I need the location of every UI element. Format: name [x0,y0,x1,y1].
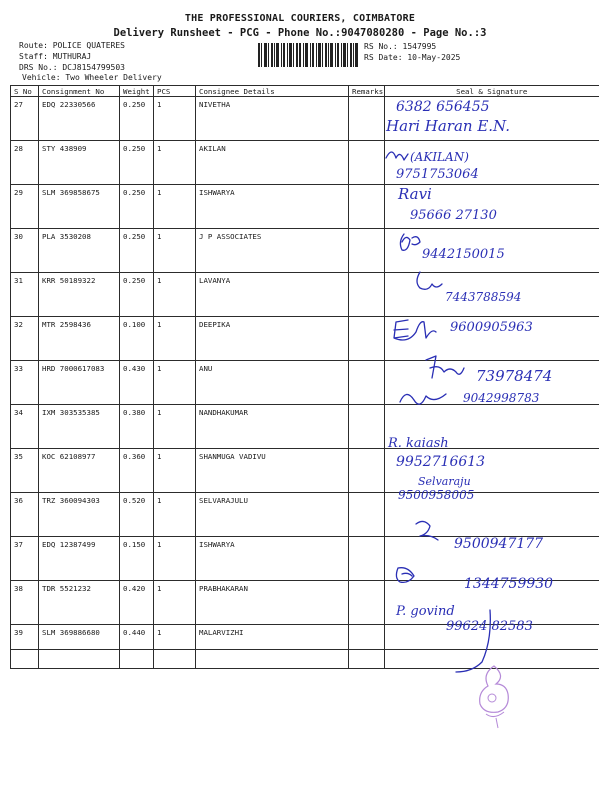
cell-weight: 0.380 [120,405,154,449]
signature-r33-phone: 73978474 [476,367,553,385]
cell-consignment-no: PLA 3530208 [39,229,120,273]
header-remarks: Remarks [349,86,385,97]
cell-sno: 37 [11,537,39,581]
drs-number: DRS No.: DCJ8154799503 [19,63,125,72]
table-header-row [11,86,599,97]
cell-seal-signature [385,185,599,229]
table-row [11,493,599,537]
cell-consignment-no: HRD 7000617083 [39,361,120,405]
table-row [11,141,599,185]
cell-sno: 36 [11,493,39,537]
cell-consignment-no: IXM 303535385 [39,405,120,449]
header-weight: Weight [120,86,154,97]
signature-r27-phone: 6382 656455 [396,99,490,115]
signature-r29-name: Ravi [398,185,432,203]
cell-consignee: SHANMUGA VADIVU [196,449,349,493]
cell-pcs: 1 [154,405,196,449]
table-row [11,97,599,141]
rs-number: RS No.: 1547995 [364,42,437,51]
cell-consignment-no: MTR 2598436 [39,317,120,361]
signature-r32-phone: 9600905963 [450,320,533,335]
cell-seal-signature [385,493,599,537]
cell-weight: 0.360 [120,449,154,493]
header-seal-signature: Seal & Signature [385,86,599,97]
cell-sno: 35 [11,449,39,493]
header-consignment: Consignment No [39,86,120,97]
rs-date: RS Date: 10-May-2025 [364,53,461,62]
cell-weight: 0.520 [120,493,154,537]
cell-pcs: 1 [154,273,196,317]
cell-remarks [349,317,385,361]
cell-consignee: MALARVIZHI [196,625,349,669]
cell-remarks [349,229,385,273]
table-row [11,229,599,273]
table-row [11,317,599,361]
cell-consignee: PRABHAKARAN [196,581,349,625]
cell-seal-signature [385,405,599,449]
cell-consignment-no: KRR 50189322 [39,273,120,317]
cell-pcs: 1 [154,493,196,537]
cell-consignee: SELVARAJULU [196,493,349,537]
cell-pcs: 1 [154,449,196,493]
cell-weight: 0.430 [120,361,154,405]
cell-consignment-no: EDQ 12387499 [39,537,120,581]
cell-sno: 34 [11,405,39,449]
cell-seal-signature [385,449,599,493]
route-text: Route: POLICE QUATERES [19,41,125,50]
signature-r29-phone: 95666 27130 [410,208,497,223]
cell-weight: 0.250 [120,229,154,273]
runsheet-table [10,85,599,669]
staff-text: Staff: MUTHURAJ [19,52,92,61]
stamp-mark [470,662,520,730]
table-row [11,581,599,625]
cell-remarks [349,405,385,449]
cell-remarks [349,273,385,317]
cell-seal-signature [385,361,599,405]
signature-r28-phone: 9751753064 [396,167,479,182]
table-row [11,185,599,229]
cell-weight: 0.250 [120,141,154,185]
runsheet-meta-left [19,40,125,73]
table-row [11,361,599,405]
cell-weight: 0.440 [120,625,154,669]
cell-weight: 0.100 [120,317,154,361]
cell-seal-signature [385,581,599,625]
cell-remarks [349,537,385,581]
table-row [11,537,599,581]
cell-consignment-no: EDQ 22330566 [39,97,120,141]
cell-consignee: ISHWARYA [196,185,349,229]
cell-consignment-no: SLM 369858675 [39,185,120,229]
table-row [11,273,599,317]
cell-seal-signature [385,141,599,185]
cell-remarks [349,185,385,229]
cell-sno: 31 [11,273,39,317]
header-pcs: PCS [154,86,196,97]
cell-sno: 29 [11,185,39,229]
cell-consignee: NANDHAKUMAR [196,405,349,449]
signature-r35-phone: 9952716613 [396,454,486,470]
header-sno: S No [11,86,39,97]
cell-seal-signature [385,97,599,141]
cell-sno: 38 [11,581,39,625]
cell-sno: 27 [11,97,39,141]
cell-weight: 0.250 [120,185,154,229]
cell-remarks [349,625,385,669]
cell-remarks [349,493,385,537]
cell-seal-signature [385,317,599,361]
runsheet-meta-right [364,41,460,63]
cell-remarks [349,141,385,185]
signature-r28-name: (AKILAN) [410,150,469,164]
signature-r36-name: Selvaraju [418,475,471,488]
cell-pcs: 1 [154,97,196,141]
cell-seal-signature [385,229,599,273]
cell-pcs: 1 [154,317,196,361]
signature-r34-phone: 9042998783 [463,391,540,405]
cell-weight: 0.250 [120,97,154,141]
cell-consignment-no: TDR 5521232 [39,581,120,625]
cell-consignee: J P ASSOCIATES [196,229,349,273]
cell-sno: 39 [11,625,39,669]
cell-pcs: 1 [154,141,196,185]
cell-consignment-no: STY 438909 [39,141,120,185]
cell-consignee: DEEPIKA [196,317,349,361]
cell-consignee: NIVETHA [196,97,349,141]
cell-weight: 0.420 [120,581,154,625]
cell-remarks [349,581,385,625]
cell-consignee: AKILAN [196,141,349,185]
signature-r27-name: Hari Haran E.N. [386,117,510,135]
cell-pcs: 1 [154,625,196,669]
signature-r30-phone: 9442150015 [422,247,505,262]
signature-r39-name: P. govind [396,604,455,619]
cell-remarks [349,97,385,141]
runsheet-subtitle: Delivery Runsheet - PCG - Phone No.:9047080280 - Page No.:3 [113,27,487,39]
cell-pcs: 1 [154,185,196,229]
barcode-image [258,43,358,67]
cell-pcs: 1 [154,537,196,581]
table-row [11,405,599,449]
cell-remarks [349,449,385,493]
cell-pcs: 1 [154,581,196,625]
signature-r31-phone: 7443788594 [445,290,522,304]
cell-pcs: 1 [154,361,196,405]
runsheet-title: THE PROFESSIONAL COURIERS, COIMBATORE [184,13,416,24]
cell-consignment-no: KOC 62108977 [39,449,120,493]
signature-r38-phone: 1344759930 [464,576,554,592]
header-consignee: Consignee Details [196,86,349,97]
cell-seal-signature [385,273,599,317]
cell-consignee: LAVANYA [196,273,349,317]
signature-r35-name: R. kaiash [388,436,449,451]
cell-consignee: ISHWARYA [196,537,349,581]
table-row [11,449,599,493]
signature-r37-phone: 9500947177 [454,536,544,552]
cell-sno: 32 [11,317,39,361]
cell-sno: 33 [11,361,39,405]
cell-seal-signature [385,537,599,581]
cell-sno: 28 [11,141,39,185]
cell-sno: 30 [11,229,39,273]
cell-remarks [349,361,385,405]
vehicle-text: Vehicle: Two Wheeler Delivery [22,73,162,82]
signature-r36-phone: 9500958005 [398,488,475,502]
cell-consignment-no: TRZ 360094303 [39,493,120,537]
cell-weight: 0.250 [120,273,154,317]
cell-consignment-no: SLM 369886680 [39,625,120,669]
cell-consignee: ANU [196,361,349,405]
cell-pcs: 1 [154,229,196,273]
cell-weight: 0.150 [120,537,154,581]
table-bottom-line [10,649,598,650]
signature-r39-phone: 99624 82583 [446,619,533,634]
